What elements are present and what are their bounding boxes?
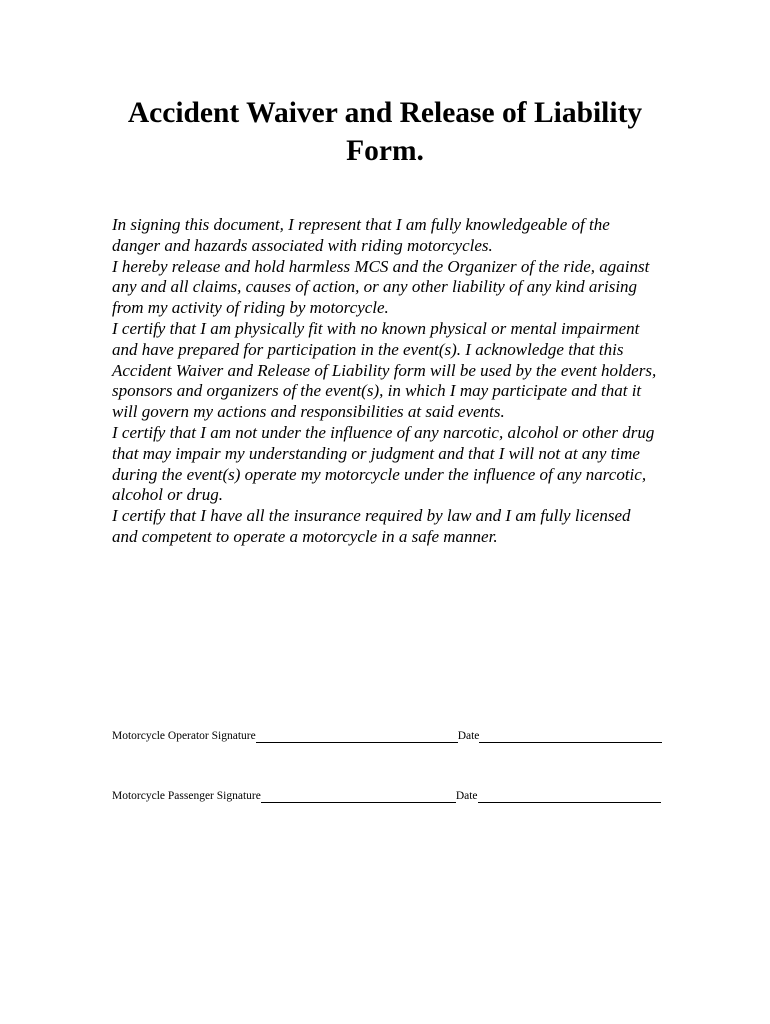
passenger-signature-field[interactable] bbox=[261, 790, 456, 803]
title-line-1: Accident Waiver and Release of Liability bbox=[127, 97, 643, 129]
body-line: Accident Waiver and Release of Liability form will be used by the event holders, bbox=[112, 360, 657, 380]
body-line: from my activity of riding by motorcycle. bbox=[112, 298, 389, 318]
passenger-signature-row bbox=[112, 789, 661, 803]
body-line: alcohol or drug. bbox=[112, 485, 223, 505]
waiver-body-text bbox=[112, 215, 702, 548]
body-line: and competent to operate a motorcycle in a safe manner. bbox=[112, 526, 498, 546]
operator-date-field[interactable] bbox=[479, 730, 662, 743]
passenger-signature-label: Motorcycle Passenger Signature bbox=[112, 790, 261, 802]
body-line: during the event(s) operate my motorcycle under the influence of any narcotic, bbox=[112, 464, 647, 484]
body-line: and have prepared for participation in the event(s). I acknowledge that this bbox=[112, 339, 624, 359]
body-line: I certify that I am physically fit with no known physical or mental impairment bbox=[112, 318, 640, 338]
body-line: I certify that I am not under the influence of any narcotic, alcohol or other drug bbox=[112, 422, 655, 442]
document-title bbox=[0, 94, 770, 170]
passenger-date-label: Date bbox=[455, 790, 478, 802]
passenger-date-field[interactable] bbox=[478, 790, 661, 803]
body-line: In signing this document, I represent that I am fully knowledgeable of the bbox=[112, 215, 610, 234]
title-line-2: Form. bbox=[346, 135, 424, 167]
operator-signature-label: Motorcycle Operator Signature bbox=[112, 730, 256, 742]
operator-signature-field[interactable] bbox=[256, 730, 458, 743]
operator-date-label: Date bbox=[457, 730, 480, 742]
body-line: any and all claims, causes of action, or any other liability of any kind arising bbox=[112, 277, 638, 297]
body-line: that may impair my understanding or judgment and that I will not at any time bbox=[112, 443, 640, 463]
body-line: I certify that I have all the insurance required by law and I am fully licensed bbox=[112, 506, 631, 526]
body-line: sponsors and organizers of the event(s), in which I may participate and that it bbox=[112, 381, 642, 401]
body-line: will govern my actions and responsibilities at said events. bbox=[112, 402, 505, 422]
body-line: danger and hazards associated with riding motorcycles. bbox=[112, 235, 493, 255]
operator-signature-row bbox=[112, 729, 662, 743]
body-line: I hereby release and hold harmless MCS and the Organizer of the ride, against bbox=[112, 256, 650, 276]
